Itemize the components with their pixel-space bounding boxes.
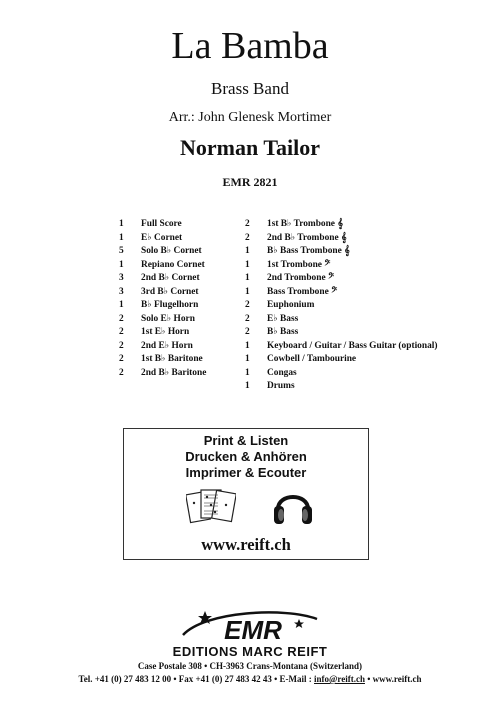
publisher-contact [0, 674, 500, 684]
part-row [245, 313, 475, 327]
part-row [119, 272, 249, 286]
part-row [245, 232, 475, 246]
part-quantity: 1 [119, 232, 124, 243]
part-row [119, 259, 249, 273]
part-quantity: 2 [119, 354, 124, 364]
part-row [119, 245, 249, 259]
part-row [245, 340, 475, 354]
part-row [245, 367, 475, 381]
part-name: E♭ Cornet [141, 232, 183, 243]
part-row [119, 218, 249, 232]
part-quantity: 5 [119, 246, 124, 256]
part-row [245, 326, 475, 340]
part-name: Repiano Cornet [141, 259, 205, 270]
part-quantity: 2 [119, 367, 124, 378]
publisher-address: Case Postale 308 • CH-3963 Crans-Montana (Switzerland) [137, 661, 363, 671]
part-quantity: 1 [119, 219, 124, 229]
print-listen-box [123, 428, 369, 560]
part-name: 1st Trombone 𝄢 [267, 259, 331, 270]
parts-list-right [245, 218, 475, 394]
composer: Norman Tailor [180, 135, 320, 160]
part-row [119, 286, 249, 300]
part-quantity: 1 [245, 381, 250, 391]
part-name: 1st B♭ Baritone [141, 354, 203, 364]
part-name: B♭ Bass Trombone 𝄞 [267, 246, 350, 256]
part-name: 2nd B♭ Cornet [141, 273, 200, 283]
part-name: E♭ Bass [267, 313, 299, 324]
part-quantity: 2 [245, 327, 250, 337]
parts-list-left [119, 218, 249, 380]
part-quantity: 2 [119, 313, 124, 324]
part-quantity: 1 [119, 259, 124, 270]
part-name: Cowbell / Tambourine [267, 354, 357, 364]
part-quantity: 2 [245, 219, 250, 229]
part-quantity: 1 [245, 273, 250, 283]
part-quantity: 2 [119, 340, 124, 351]
part-row [119, 326, 249, 340]
part-quantity: 3 [119, 273, 124, 283]
part-row [245, 353, 475, 367]
part-row [245, 272, 475, 286]
part-row [245, 218, 475, 232]
listen-line-1: Print & Listen [203, 433, 289, 448]
part-row [245, 380, 475, 394]
part-row [119, 232, 249, 246]
subtitle: Brass Band [211, 79, 289, 98]
part-name: Euphonium [267, 300, 315, 310]
part-row [245, 259, 475, 273]
part-quantity: 1 [245, 259, 250, 270]
part-name: Solo E♭ Horn [141, 313, 195, 324]
part-name: Full Score [141, 219, 182, 229]
part-row [245, 286, 475, 300]
headphones-icon [272, 483, 314, 527]
contact-web[interactable]: • www.reift.ch [364, 674, 422, 684]
part-name: B♭ Flugelhorn [141, 300, 199, 310]
contact-phone-fax: Tel. +41 (0) 27 483 12 00 • Fax +41 (0) 27 483 42 43 • E-Mail : [78, 674, 315, 684]
contact-email[interactable]: info@reift.ch [314, 674, 365, 684]
listen-line-3: Imprimer & Ecouter [185, 465, 307, 480]
part-name: 1st E♭ Horn [141, 327, 190, 337]
part-name: 2nd B♭ Baritone [141, 367, 207, 378]
part-row [119, 313, 249, 327]
part-quantity: 1 [245, 340, 250, 351]
part-quantity: 2 [245, 313, 250, 324]
part-row [119, 340, 249, 354]
part-name: Drums [267, 381, 295, 391]
part-name: 2nd Trombone 𝄢 [267, 273, 334, 283]
part-name: 2nd B♭ Trombone 𝄞 [267, 232, 347, 243]
part-name: 2nd E♭ Horn [141, 340, 193, 351]
title: La Bamba [171, 25, 329, 67]
part-quantity: 1 [245, 286, 250, 297]
part-quantity: 1 [245, 246, 250, 256]
part-quantity: 1 [245, 354, 250, 364]
part-quantity: 2 [245, 300, 250, 310]
part-quantity: 1 [245, 367, 250, 378]
part-quantity: 2 [245, 232, 250, 243]
listen-line-2: Drucken & Anhören [185, 449, 307, 464]
arranger: Arr.: John Glenesk Mortimer [168, 110, 332, 125]
part-name: Solo B♭ Cornet [141, 246, 202, 256]
part-name: 3rd B♭ Cornet [141, 286, 199, 297]
part-quantity: 3 [119, 286, 124, 297]
publisher-name: EDITIONS MARC REIFT [172, 644, 328, 659]
part-quantity: 1 [119, 300, 124, 310]
part-row [245, 299, 475, 313]
part-row [119, 299, 249, 313]
website-url[interactable]: www.reift.ch [201, 535, 291, 554]
part-name: Congas [267, 367, 297, 378]
part-name: Keyboard / Guitar / Bass Guitar (optional) [267, 340, 438, 351]
part-quantity: 2 [119, 327, 124, 337]
part-name: 1st B♭ Trombone 𝄞 [267, 219, 343, 229]
part-name: B♭ Bass [267, 327, 299, 337]
catalog-number: EMR 2821 [222, 175, 278, 189]
part-name: Bass Trombone 𝄢 [267, 286, 338, 297]
sheet-music-icon [186, 485, 236, 527]
logo-text: EMR [224, 615, 282, 645]
part-row [119, 353, 249, 367]
part-row [119, 367, 249, 381]
part-row [245, 245, 475, 259]
